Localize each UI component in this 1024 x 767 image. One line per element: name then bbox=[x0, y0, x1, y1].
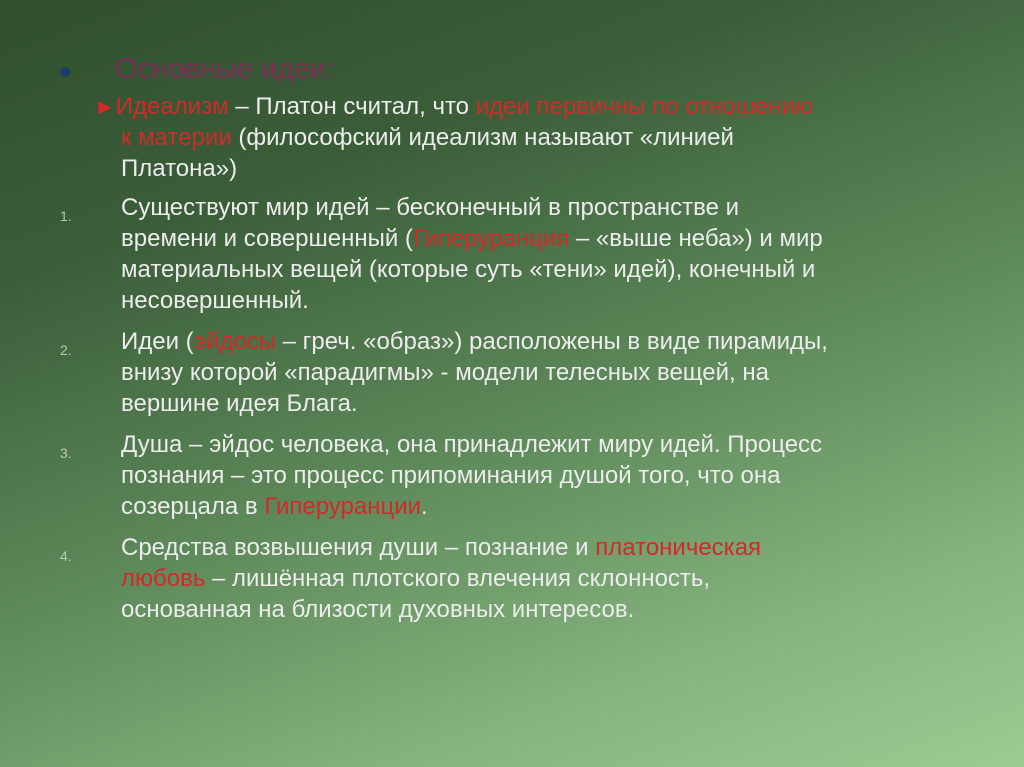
list-item-line bbox=[121, 532, 980, 563]
term-eidos: эйдосы bbox=[193, 328, 276, 355]
list-item-text: Средства возвышения души – познание и bbox=[121, 534, 596, 561]
heading-row bbox=[60, 52, 334, 86]
list-item-line: основанная на близости духовных интересов. bbox=[121, 596, 635, 623]
list-item-text: созерцала в bbox=[121, 493, 265, 520]
bullet-dot-icon bbox=[60, 67, 70, 77]
list-item bbox=[60, 532, 980, 625]
list-item-line bbox=[121, 326, 980, 357]
list-item-text: времени и совершенный ( bbox=[121, 225, 413, 252]
intro-line-2 bbox=[94, 122, 994, 153]
intro-highlight-2: к материи bbox=[121, 124, 232, 151]
term-hyperuranion: Гиперуранция bbox=[412, 225, 570, 252]
term-platonic-love: любовь bbox=[121, 565, 206, 592]
list-item bbox=[60, 429, 980, 522]
list-item-text: – лишённая плотского влечения склонность, bbox=[205, 565, 711, 592]
term-hyperuranion: Гиперуранции bbox=[264, 493, 422, 520]
list-item-number: 3. bbox=[60, 445, 72, 461]
intro-text-2: (философский идеализм называют «линией bbox=[231, 124, 734, 151]
list-item-text: . bbox=[421, 493, 428, 520]
list-item-line bbox=[121, 491, 980, 522]
list-item bbox=[60, 326, 980, 419]
list-item-line: несовершенный. bbox=[121, 287, 309, 314]
list-item-line: Душа – эйдос человека, она принадлежит миру идей. Процесс bbox=[121, 431, 823, 458]
list-item-line: материальных вещей (которые суть «тени» идей), конечный и bbox=[121, 256, 816, 283]
term-idealism: Идеализм bbox=[115, 93, 229, 120]
list-item-text: Идеи ( bbox=[121, 328, 194, 355]
intro-line-1 bbox=[94, 91, 994, 122]
list-item-line: вершине идея Блага. bbox=[121, 390, 358, 417]
list-item-line: познания – это процесс припоминания душой того, что она bbox=[121, 462, 781, 489]
intro-highlight-1: идеи первичны по отношению bbox=[475, 93, 813, 120]
list-item-number: 4. bbox=[60, 548, 72, 564]
list-item-number: 2. bbox=[60, 342, 72, 358]
intro-text-1: – Платон считал, что bbox=[228, 93, 476, 120]
intro-paragraph bbox=[94, 91, 994, 184]
numbered-list bbox=[60, 192, 980, 635]
list-item-line: внизу которой «парадигмы» - модели телесных вещей, на bbox=[121, 359, 769, 386]
list-item-line bbox=[121, 223, 980, 254]
list-item-line bbox=[121, 563, 980, 594]
list-item-number: 1. bbox=[60, 208, 72, 224]
list-item bbox=[60, 192, 980, 316]
list-item-text: – греч. «образ») расположены в виде пирамиды, bbox=[275, 328, 828, 355]
list-item-text: – «выше неба») и мир bbox=[569, 225, 823, 252]
arrow-bullet-icon: ► bbox=[94, 94, 116, 119]
slide-heading: Основные идеи: bbox=[115, 53, 335, 85]
list-item-line: Существуют мир идей – бесконечный в пространстве и bbox=[121, 194, 740, 221]
intro-line-3: Платона») bbox=[121, 155, 238, 182]
term-platonic-love: платоническая bbox=[595, 534, 762, 561]
